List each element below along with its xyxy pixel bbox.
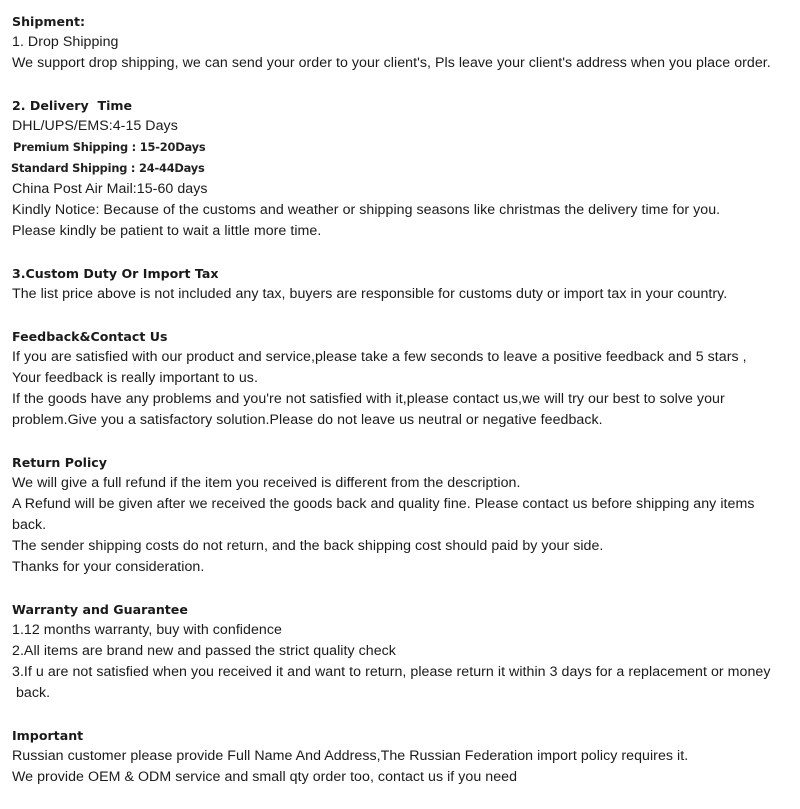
text-line: back. [12, 517, 47, 533]
text-line: If the goods have any problems and you're not satisfied with it,please contact us,we will try our best to solve your [12, 391, 725, 407]
text-line: We support drop shipping, we can send your order to your client's, Pls leave your client's address when you place order. [12, 55, 771, 71]
text-line: We provide OEM & ODM service and small qty order too, contact us if you need [12, 769, 518, 785]
text-line: problem.Give you a satisfactory solution.Please do not leave us neutral or negative feedback. [12, 412, 603, 428]
text-line: The sender shipping costs do not return, and the back shipping cost should paid by your side. [12, 538, 604, 554]
text-line: If you are satisfied with our product and service,please take a few seconds to leave a positive feedback and 5 stars , [12, 349, 747, 365]
section-custom-duty [12, 263, 796, 305]
section-warranty [12, 599, 796, 704]
text-line: Russian customer please provide Full Name And Address,The Russian Federation import policy requires it. [12, 748, 689, 764]
text-line: Your feedback is really important to us. [12, 370, 258, 386]
text-line: Thanks for your consideration. [12, 559, 205, 575]
text-line: The list price above is not included any tax, buyers are responsible for customs duty or import tax in your country. [12, 286, 728, 302]
text-line: China Post Air Mail:15-60 days [12, 181, 208, 197]
text-line: 3.If u are not satisfied when you received it and want to return, please return it within 3 days for a replacement or money [12, 664, 771, 680]
text-line: We will give a full refund if the item you received is different from the description. [12, 475, 521, 491]
section-delivery-time [12, 95, 796, 242]
text-line: 1. Drop Shipping [12, 34, 119, 50]
section-heading: Important [12, 728, 84, 743]
section-heading: 3.Custom Duty Or Import Tax [12, 266, 219, 281]
section-feedback-contact [12, 326, 796, 431]
section-return-policy [12, 452, 796, 578]
text-line: Please kindly be patient to wait a little more time. [12, 223, 322, 239]
text-line: Premium Shipping : 15-20Days [13, 140, 206, 154]
text-line: Standard Shipping : 24-44Days [11, 161, 205, 175]
text-line: 2.All items are brand new and passed the strict quality check [12, 643, 396, 659]
text-line: Kindly Notice: Because of the customs and weather or shipping seasons like christmas the delivery time for you. [12, 202, 721, 218]
policy-document [12, 11, 796, 809]
section-heading: Feedback&Contact Us [12, 329, 168, 344]
section-heading: Shipment: [12, 14, 86, 29]
section-heading: 2. Delivery Time [12, 98, 133, 113]
text-line: 1.12 months warranty, buy with confidence [12, 622, 282, 638]
section-heading: Return Policy [12, 455, 107, 470]
section-shipment [12, 11, 796, 74]
text-line: back. [12, 685, 51, 701]
text-line: A Refund will be given after we received the goods back and quality fine. Please contact us before shipping any items [12, 496, 755, 512]
section-important [12, 725, 796, 788]
text-line: DHL/UPS/EMS:4-15 Days [12, 118, 178, 134]
section-heading: Warranty and Guarantee [12, 602, 188, 617]
